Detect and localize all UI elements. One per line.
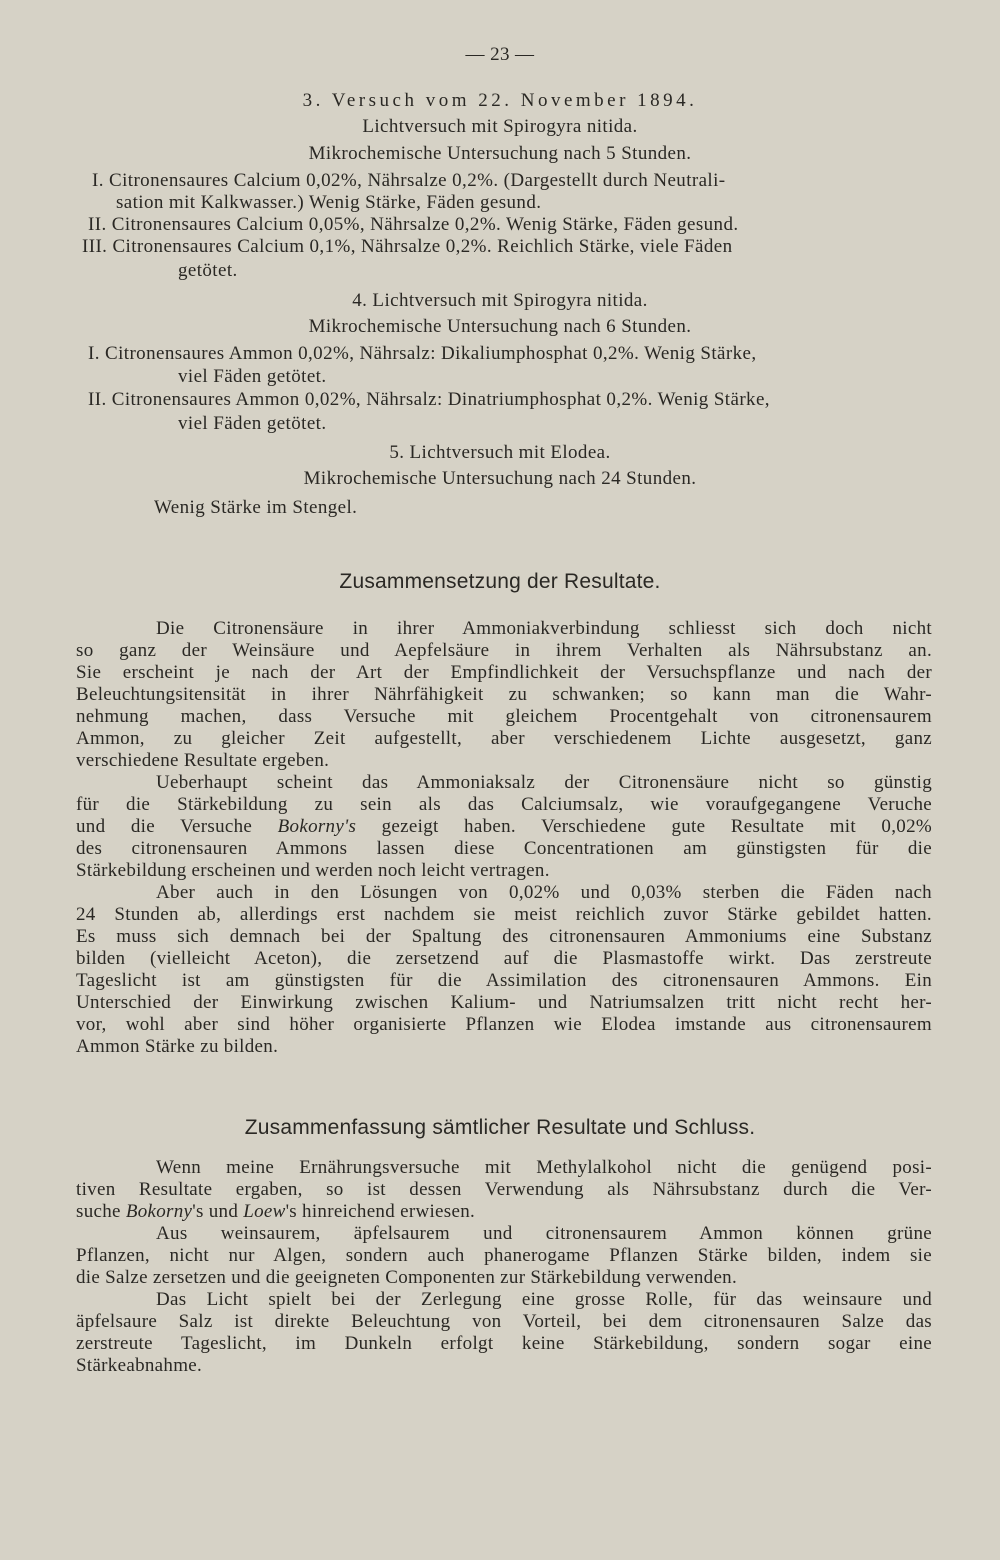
experiment-3-line: I. Citronensaures Calcium 0,02%, Nährsalze 0,2%. (Dargestellt durch Neutrali-	[92, 170, 726, 191]
experiment-5-subtitle: 5. Lichtversuch mit Elodea.	[389, 442, 611, 463]
experiment-3-line: sation mit Kalkwasser.) Wenig Stärke, Fäden gesund.	[116, 192, 542, 213]
paragraph-line: Stärkebildung erscheinen und werden noch leicht vertragen.	[76, 860, 550, 881]
experiment-5-line: Wenig Stärke im Stengel.	[154, 497, 358, 518]
experiment-3-title: 3. Versuch vom 22. November 1894.	[302, 90, 698, 111]
experiment-4-subtitle: 4. Lichtversuch mit Spirogyra nitida.	[352, 290, 648, 311]
paragraph-line: des citronensauren Ammons lassen diese Concentrationen am günstigsten für die	[76, 838, 932, 859]
section-1-heading: Zusammensetzung der Resultate.	[339, 570, 661, 593]
paragraph-line: Stärkeabnahme.	[76, 1355, 203, 1376]
paragraph-line: Unterschied der Einwirkung zwischen Kalium- und Natriumsalzen tritt nicht recht her-	[76, 992, 932, 1013]
paragraph-line: Sie erscheint je nach der Art der Empfindlichkeit der Versuchspflanze und nach der	[76, 662, 932, 683]
paragraph-line: Beleuchtungsitensität in ihrer Nährfähigkeit zu schwanken; so kann man die Wahr-	[76, 684, 932, 705]
paragraph-line: so ganz der Weinsäure und Aepfelsäure in ihrem Verhalten als Nährsubstanz an.	[76, 640, 932, 661]
paragraph-line: Das Licht spielt bei der Zerlegung eine grosse Rolle, für das weinsaure und	[156, 1289, 932, 1310]
paragraph-line: Wenn meine Ernährungsversuche mit Methylalkohol nicht die genügend posi-	[156, 1157, 932, 1178]
section-2-heading: Zusammenfassung sämtlicher Resultate und Schluss.	[244, 1116, 756, 1139]
author-name: Bokorny's	[277, 816, 357, 837]
paragraph-line: nehmung machen, dass Versuche mit gleichem Procentgehalt von citronensaurem	[76, 706, 932, 727]
paragraph-line	[76, 1201, 932, 1223]
paragraph-line: Aus weinsaurem, äpfelsaurem und citronensaurem Ammon können grüne	[156, 1223, 932, 1244]
paragraph-line: für die Stärkebildung zu sein als das Calciumsalz, wie voraufgegangene Veruche	[76, 794, 932, 815]
experiment-5-method: Mikrochemische Untersuchung nach 24 Stunden.	[303, 468, 697, 489]
experiment-4-line: viel Fäden getötet.	[178, 366, 327, 387]
paragraph-line: Ammon Stärke zu bilden.	[76, 1036, 279, 1057]
paragraph-line: tiven Resultate ergaben, so ist dessen Verwendung als Nährsubstanz durch die Ver-	[76, 1179, 932, 1200]
paragraph-line: Ammon, zu gleicher Zeit aufgestellt, aber verschiedenem Lichte ausgesetzt, ganz	[76, 728, 932, 749]
text-run: 's und	[192, 1201, 244, 1222]
experiment-4-line: viel Fäden getötet.	[178, 413, 327, 434]
paragraph-line: Tageslicht ist am günstigsten für die Assimilation des citronensauren Ammons. Ein	[76, 970, 932, 991]
experiment-3-line: getötet.	[178, 260, 238, 281]
paragraph-line: die Salze zersetzen und die geeigneten Componenten zur Stärkebildung verwenden.	[76, 1267, 738, 1288]
paragraph-line: bilden (vielleicht Aceton), die zersetzend auf die Plasmastoffe wirkt. Das zerstreute	[76, 948, 932, 969]
text-run: suche	[76, 1201, 126, 1222]
author-name: Loew	[243, 1201, 286, 1222]
experiment-3-method: Mikrochemische Untersuchung nach 5 Stunden.	[308, 143, 692, 164]
paragraph-line: Pflanzen, nicht nur Algen, sondern auch phanerogame Pflanzen Stärke bilden, indem sie	[76, 1245, 932, 1266]
experiment-3-subtitle: Lichtversuch mit Spirogyra nitida.	[362, 116, 638, 137]
experiment-4-line: I. Citronensaures Ammon 0,02%, Nährsalz: Dikaliumphosphat 0,2%. Wenig Stärke,	[88, 343, 757, 364]
paragraph-line: Die Citronensäure in ihrer Ammoniakverbindung schliesst sich doch nicht	[156, 618, 932, 639]
paragraph-line: verschiedene Resultate ergeben.	[76, 750, 330, 771]
paragraph-line: zerstreute Tageslicht, im Dunkeln erfolgt keine Stärkebildung, sondern sogar eine	[76, 1333, 932, 1354]
author-name: Bokorny	[125, 1201, 193, 1222]
text-run: und die Versuche	[76, 816, 278, 837]
experiment-3-line: II. Citronensaures Calcium 0,05%, Nährsalze 0,2%. Wenig Stärke, Fäden gesund.	[88, 214, 739, 235]
experiment-4-method: Mikrochemische Untersuchung nach 6 Stunden.	[308, 316, 692, 337]
paragraph-line	[76, 816, 932, 838]
paragraph-line: vor, wohl aber sind höher organisierte Pflanzen wie Elodea imstande aus citronensaurem	[76, 1014, 932, 1035]
paragraph-line: Aber auch in den Lösungen von 0,02% und 0,03% sterben die Fäden nach	[156, 882, 932, 903]
paragraph-line: 24 Stunden ab, allerdings erst nachdem sie meist reichlich zuvor Stärke gebildet hatten.	[76, 904, 932, 925]
paragraph-line: äpfelsaure Salz ist direkte Beleuchtung von Vorteil, bei dem citronensauren Salze das	[76, 1311, 932, 1332]
paragraph-line: Ueberhaupt scheint das Ammoniaksalz der Citronensäure nicht so günstig	[156, 772, 932, 793]
experiment-3-line: III. Citronensaures Calcium 0,1%, Nährsalze 0,2%. Reichlich Stärke, viele Fäden	[82, 236, 733, 257]
page-number: — 23 —	[465, 44, 535, 65]
experiment-4-line: II. Citronensaures Ammon 0,02%, Nährsalz: Dinatriumphosphat 0,2%. Wenig Stärke,	[88, 389, 770, 410]
paragraph-line: Es muss sich demnach bei der Spaltung des citronensauren Ammoniums eine Substanz	[76, 926, 932, 947]
text-run: gezeigt haben. Verschiedene gute Resultate mit 0,02%	[356, 816, 932, 837]
text-run: 's hinreichend erwiesen.	[285, 1201, 476, 1222]
